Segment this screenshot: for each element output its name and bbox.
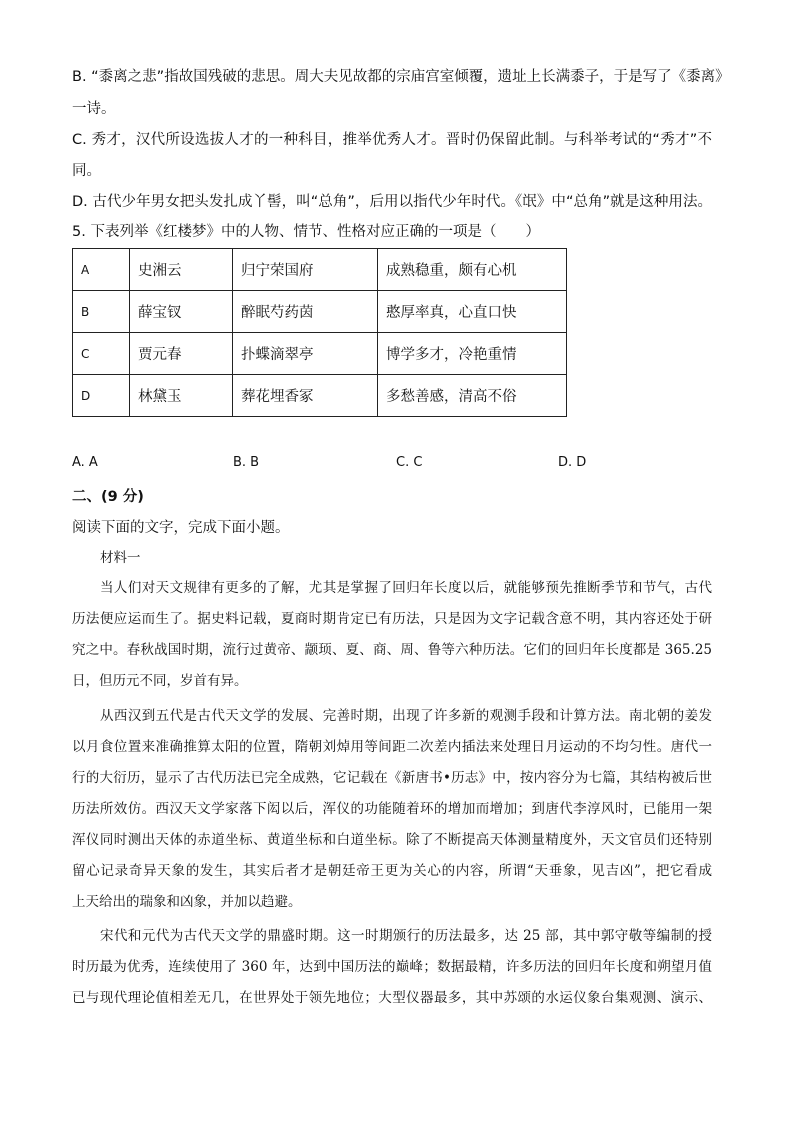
section-instruction: 阅读下面的文字，完成下面小题。 bbox=[72, 520, 290, 536]
table-row bbox=[73, 375, 567, 417]
q4-option-d: D. 古代少年男女把头发扎成丫髻，叫“总角”，后用以指代少年时代。《氓》中“总角”就是这种用法。 bbox=[72, 194, 712, 210]
table-row bbox=[73, 333, 567, 375]
paragraph-line: 留心记录奇异天象的发生，其实后者才是朝廷帝王更为关心的内容，所谓“天垂象，见吉凶”，把它看成 bbox=[72, 863, 712, 879]
q5-table bbox=[72, 248, 567, 417]
paragraph-line: 究之中。春秋战国时期，流行过黄帝、颛顼、夏、商、周、鲁等六种历法。它们的回归年长度都是 365.25 bbox=[72, 642, 712, 658]
paragraph-line: 历法所效仿。西汉天文学家落下闳以后，浑仪的功能随着环的增加而增加；到唐代李淳风时，已能用一架 bbox=[72, 801, 712, 817]
row-letter: C bbox=[73, 333, 130, 375]
q4-option-b-line2: 一诗。 bbox=[72, 101, 116, 117]
section-heading: 二、(9 分) bbox=[72, 489, 144, 505]
q4-option-b-line1: B. “黍离之悲”指故国残破的悲思。周大夫见故都的宗庙宫室倾覆，遗址上长满黍子，于是写了《黍离》 bbox=[72, 69, 730, 85]
q5-option-c: C. C bbox=[396, 455, 423, 470]
row-character: 贾元春 bbox=[130, 333, 233, 375]
row-letter: D bbox=[73, 375, 130, 417]
q4-option-c-line1: C. 秀才，汉代所设选拔人才的一种科目，推举优秀人才。晋时仍保留此制。与科举考试的“秀才”不 bbox=[72, 132, 712, 148]
q5-option-a: A. A bbox=[72, 455, 98, 470]
q5-stem: 5. 下表列举《红楼梦》中的人物、情节、性格对应正确的一项是（ ） bbox=[72, 224, 540, 240]
paragraph-line: 当人们对天文规律有更多的了解，尤其是掌握了回归年长度以后，就能够预先推断季节和节气，古代 bbox=[100, 580, 712, 596]
q5-option-b: B. B bbox=[233, 455, 260, 470]
paragraph-line: 上天给出的瑞象和凶象，并加以趋避。 bbox=[72, 894, 302, 910]
row-trait: 多愁善感，清高不俗 bbox=[378, 375, 567, 417]
paragraph-line: 宋代和元代为古代天文学的鼎盛时期。这一时期颁行的历法最多，达 25 部，其中郭守敬等编制的授 bbox=[100, 928, 712, 944]
material-label: 材料一 bbox=[100, 550, 141, 566]
table-row bbox=[73, 249, 567, 291]
paragraph-line: 从西汉到五代是古代天文学的发展、完善时期，出现了许多新的观测手段和计算方法。南北朝的姜发 bbox=[100, 708, 712, 724]
row-character: 林黛玉 bbox=[130, 375, 233, 417]
paragraph-line: 历法便应运而生了。据史料记载，夏商时期肯定已有历法，只是因为文字记载含意不明，其内容还处于研 bbox=[72, 611, 712, 627]
paragraph-line: 浑仪同时测出天体的赤道坐标、黄道坐标和白道坐标。除了不断提高天体测量精度外，天文官员们还特别 bbox=[72, 832, 712, 848]
q4-option-c-line2: 同。 bbox=[72, 163, 101, 179]
paragraph-line: 日，但历元不同，岁首有异。 bbox=[72, 673, 248, 689]
paragraph-line: 时历最为优秀，连续使用了 360 年，达到中国历法的巅峰；数据最精，许多历法的回归年长度和朔望月值 bbox=[72, 959, 712, 975]
row-plot: 醉眠芍药茵 bbox=[233, 291, 378, 333]
row-character: 史湘云 bbox=[130, 249, 233, 291]
row-plot: 归宁荣国府 bbox=[233, 249, 378, 291]
row-trait: 成熟稳重，颇有心机 bbox=[378, 249, 567, 291]
paragraph-line: 行的大衍历，显示了古代历法已完全成熟，它记载在《新唐书•历志》中，按内容分为七篇，其结构被后世 bbox=[72, 770, 712, 786]
paragraph-line: 以月食位置来准确推算太阳的位置，隋朝刘焯用等间距二次差内插法来处理日月运动的不均匀性。唐代一 bbox=[72, 739, 712, 755]
table-row bbox=[73, 291, 567, 333]
row-letter: A bbox=[73, 249, 130, 291]
row-plot: 葬花埋香冢 bbox=[233, 375, 378, 417]
row-trait: 憨厚率真，心直口快 bbox=[378, 291, 567, 333]
q5-option-d: D. D bbox=[558, 455, 587, 470]
row-letter: B bbox=[73, 291, 130, 333]
paragraph-line: 已与现代理论值相差无几，在世界处于领先地位；大型仪器最多，其中苏颂的水运仪象台集观测、演示、 bbox=[72, 990, 712, 1006]
row-trait: 博学多才，冷艳重情 bbox=[378, 333, 567, 375]
row-plot: 扑蝶滴翠亭 bbox=[233, 333, 378, 375]
row-character: 薛宝钗 bbox=[130, 291, 233, 333]
